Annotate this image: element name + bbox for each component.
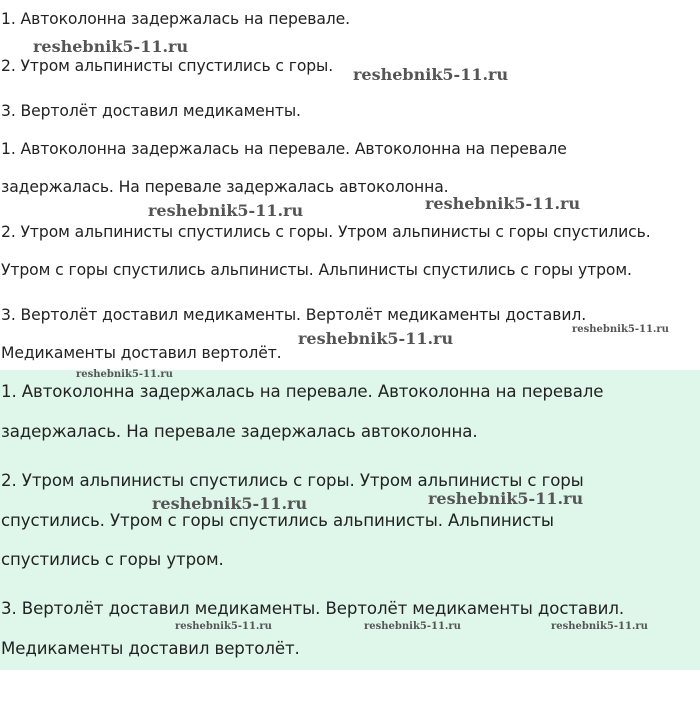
text-line-6: 2. Утром альпинисты спустились с горы. Утром альпинисты с горы спустились. [1,223,651,241]
watermark: reshebnik5-11.ru [298,329,454,348]
watermark: reshebnik5-11.ru [428,489,584,508]
text-line-9: Медикаменты доставил вертолёт. [1,344,282,362]
answer-line-2: задержалась. На перевале задержалась автоколонна. [1,422,478,441]
answer-line-1: 1. Автоколонна задержалась на перевале. Автоколонна на перевале [1,382,604,401]
text-line-4: 1. Автоколонна задержалась на перевале. Автоколонна на перевале [1,140,567,158]
watermark: reshebnik5-11.ru [551,621,648,632]
text-line-2: 2. Утром альпинисты спустились с горы. [1,57,334,75]
answer-line-3: 2. Утром альпинисты спустились с горы. Утром альпинисты с горы [1,471,584,490]
watermark: reshebnik5-11.ru [33,37,189,56]
text-line-7: Утром с горы спустились альпинисты. Альпинисты спустились с горы утром. [1,261,632,279]
answer-line-7: Медикаменты доставил вертолёт. [1,639,300,658]
watermark: reshebnik5-11.ru [425,194,581,213]
answer-line-6: 3. Вертолёт доставил медикаменты. Вертолёт медикаменты доставил. [1,599,625,618]
watermark: reshebnik5-11.ru [364,621,461,632]
watermark: reshebnik5-11.ru [148,201,304,220]
text-line-1: 1. Автоколонна задержалась на перевале. [1,10,351,28]
watermark: reshebnik5-11.ru [572,324,669,335]
watermark: reshebnik5-11.ru [76,369,173,380]
watermark: reshebnik5-11.ru [175,621,272,632]
watermark: reshebnik5-11.ru [152,494,308,513]
text-line-8: 3. Вертолёт доставил медикаменты. Вертолёт медикаменты доставил. [1,306,587,324]
answer-line-5: спустились с горы утром. [1,550,224,569]
answer-line-4: спустились. Утром с горы спустились альпинисты. Альпинисты [1,511,554,530]
text-line-5: задержалась. На перевале задержалась автоколонна. [1,178,449,196]
watermark: reshebnik5-11.ru [353,65,509,84]
text-line-3: 3. Вертолёт доставил медикаменты. [1,102,301,120]
